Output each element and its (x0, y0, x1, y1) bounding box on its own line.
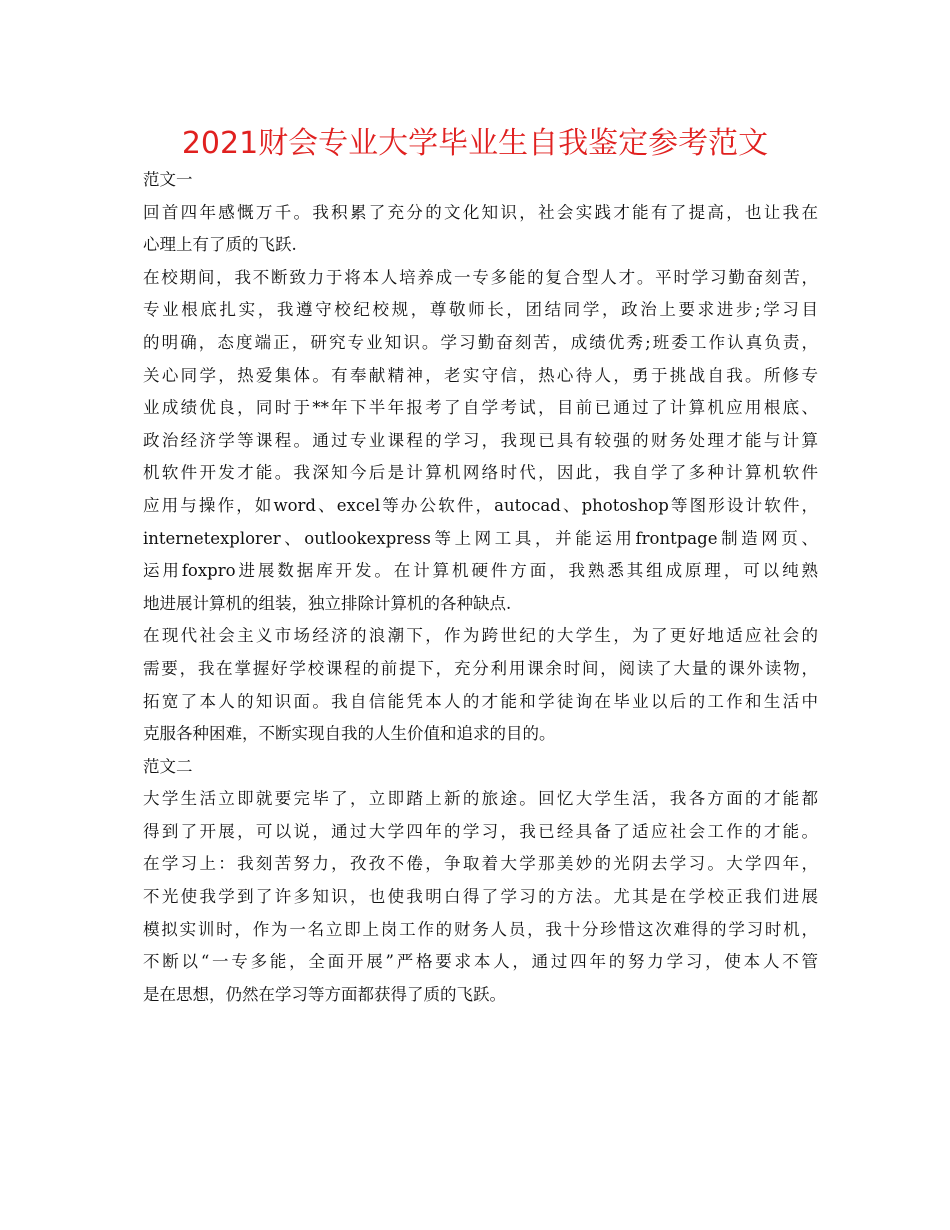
text-line: 克服各种困难，不断实现自我的人生价值和追求的目的。 (143, 724, 556, 744)
text-line: 的明确，态度端正，研究专业知识。学习勤奋刻苦，成绩优秀;班委工作认真负责， (143, 332, 818, 352)
text-line: 应用与操作，如word、excel等办公软件，autocad、photoshop等图形设计软件， (143, 495, 818, 515)
text-line: 范文二 (143, 756, 193, 776)
text-line: 不光使我学到了许多知识，也使我明白得了学习的方法。尤其是在学校正我们进展 (143, 887, 818, 907)
text-line: 拓宽了本人的知识面。我自信能凭本人的才能和学徒询在毕业以后的工作和生活中 (143, 691, 818, 711)
text-line: internetexplorer、outlookexpress等上网工具，并能运用frontpage制造网页、 (143, 528, 818, 548)
text-line: 地进展计算机的组装，独立排除计算机的各种缺点. (143, 593, 512, 613)
document-body (143, 164, 818, 1011)
text-line: 得到了开展，可以说，通过大学四年的学习，我已经具备了适应社会工作的才能。 (143, 821, 818, 841)
text-line: 机软件开发才能。我深知今后是计算机网络时代，因此，我自学了多种计算机软件 (143, 463, 818, 483)
text-line: 大学生活立即就要完毕了，立即踏上新的旅途。回忆大学生活，我各方面的才能都 (143, 789, 818, 809)
text-line: 在学习上：我刻苦努力，孜孜不倦，争取着大学那美妙的光阴去学习。大学四年， (143, 854, 818, 874)
text-line: 模拟实训时，作为一名立即上岗工作的财务人员，我十分珍惜这次难得的学习时机， (143, 919, 818, 939)
text-line: 关心同学，热爱集体。有奉献精神，老实守信，热心待人，勇于挑战自我。所修专 (143, 365, 818, 385)
text-line: 回首四年感慨万千。我积累了充分的文化知识，社会实践才能有了提高，也让我在 (143, 202, 818, 222)
text-line: 是在思想，仍然在学习等方面都获得了质的飞跃。 (143, 984, 506, 1004)
text-line: 心理上有了质的飞跃. (143, 235, 297, 255)
text-line: 不断以“一专多能，全面开展”严格要求本人，通过四年的努力学习，使本人不管 (143, 952, 818, 972)
text-line: 范文一 (143, 170, 193, 189)
text-line: 在现代社会主义市场经济的浪潮下，作为跨世纪的大学生，为了更好地适应社会的 (143, 626, 818, 646)
text-line: 在校期间，我不断致力于将本人培养成一专多能的复合型人才。平时学习勤奋刻苦， (143, 267, 818, 287)
text-line: 政治经济学等课程。通过专业课程的学习，我现已具有较强的财务处理才能与计算 (143, 430, 818, 450)
text-line: 运用foxpro进展数据库开发。在计算机硬件方面，我熟悉其组成原理，可以纯熟 (143, 561, 818, 581)
text-line: 需要，我在掌握好学校课程的前提下，充分利用课余时间，阅读了大量的课外读物， (143, 658, 818, 678)
text-line: 业成绩优良，同时于**年下半年报考了自学考试，目前已通过了计算机应用根底、 (143, 398, 818, 418)
text-line: 专业根底扎实，我遵守校纪校规，尊敬师长，团结同学，政治上要求进步;学习目 (143, 300, 818, 320)
document-title: 2021财会专业大学毕业生自我鉴定参考范文 (181, 126, 769, 161)
